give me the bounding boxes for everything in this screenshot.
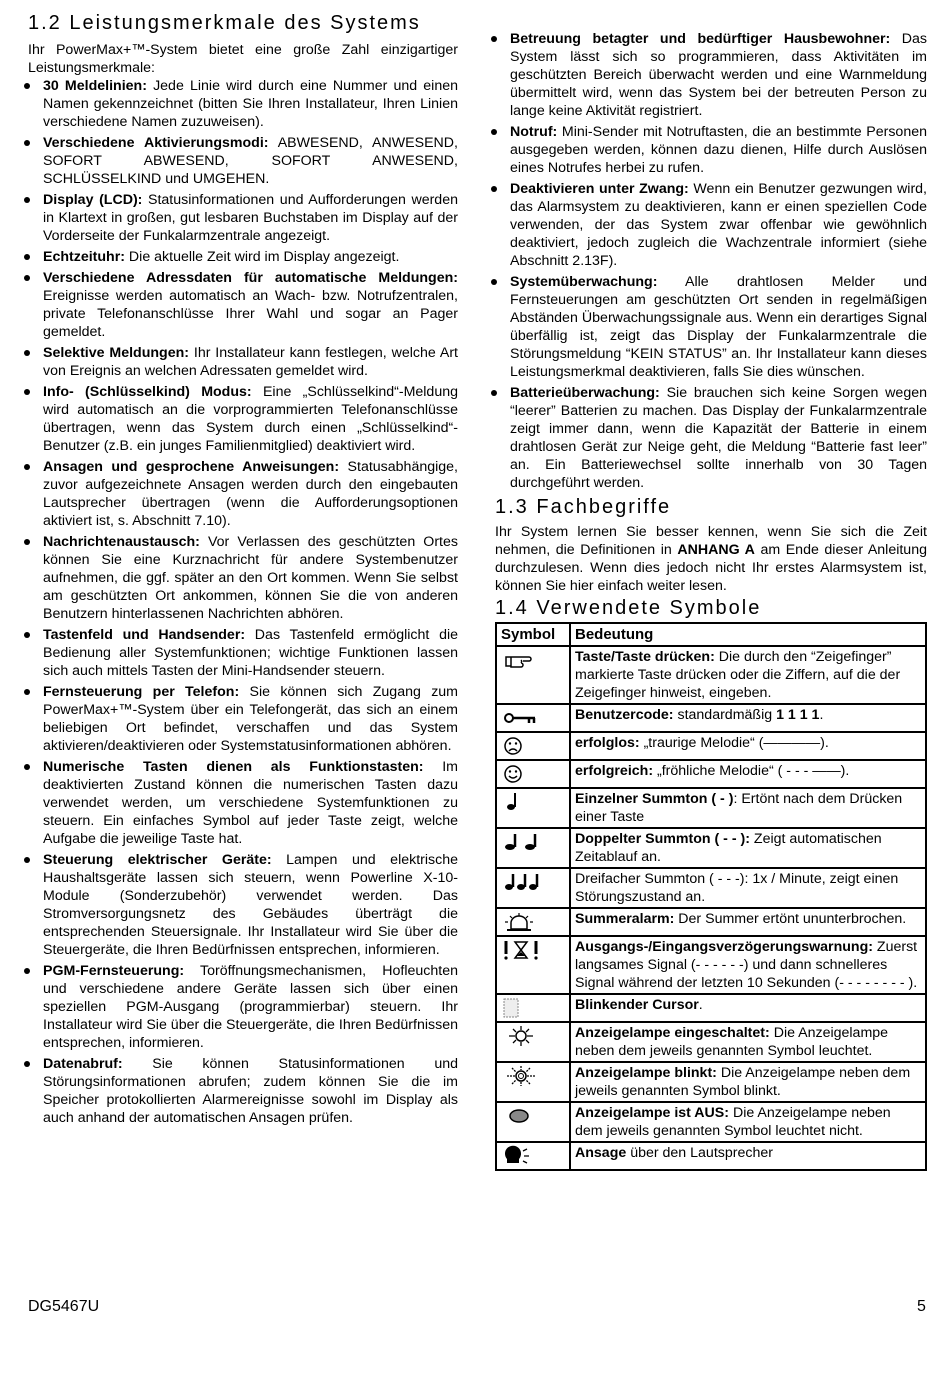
feature-text: Die aktuelle Zeit wird im Display angezeigt. (124, 249, 400, 265)
meaning-cell (570, 1022, 926, 1062)
feature-text: Jede Linie wird durch eine Nummer und einen Namen gekennzeichnet (bitten Sie Ihren Installateur, Ihren Linien verschiedene Namen zuzuweisen). (43, 78, 459, 130)
symbol-cell (496, 1142, 570, 1170)
feature-list-left (28, 77, 458, 1127)
symbol-cell (496, 936, 570, 994)
feature-text: Das System lässt sich so programmieren, dass Aktivitäten im geschützten Bereich überwacht werden und eine Warnmeldung übermittelt wird, wenn das System bei der betreuten Person zu lange keine Aktivität registriert. (510, 31, 928, 119)
symbol-row (496, 994, 926, 1022)
symbol-text: Der Summer ertönt ununterbrochen. (674, 911, 907, 927)
symbol-row (496, 936, 926, 994)
meaning-cell (570, 868, 926, 908)
feature-text: Das Tastenfeld ermöglicht die Bedienung aller Systemfunktionen; wichtige Funktionen lassen sich auch mittels Tasten der Mini-Handsender steuern. (43, 627, 459, 679)
lamp-blink-icon (501, 1065, 541, 1087)
default-code: 1 1 1 1 (776, 707, 820, 723)
feature-item (28, 344, 458, 380)
feature-text: Vor Verlassen des geschützten Ortes können Sie eine Kurznachricht für andere Systembenutzer aufnehmen, die ggf. später an den Ort kommen. Wenn Sie selbst am geschützten Ort ankommen, können Sie die von anderen Benutzern hinterlassenen Nachrichten abhören. (43, 534, 458, 622)
feature-item (28, 1055, 458, 1127)
meaning-cell (570, 936, 926, 994)
feature-item (28, 248, 458, 266)
feature-term: Display (LCD): (43, 192, 143, 208)
symbol-term: Anzeigelampe blinkt: (575, 1065, 717, 1081)
meaning-cell (570, 760, 926, 788)
feature-term: Deaktivieren unter Zwang: (510, 181, 689, 197)
section-1-3-text: Ihr System lernen Sie besser kennen, wenn Sie sich die Zeit nehmen, die Definitionen in ANHANG A am Ende dieser Anleitung durchzulesen. Wenn dies jedoch nicht Ihr erstes Alarmsystem ist, können Sie hier einfach weiter lesen. (495, 524, 927, 594)
right-column (495, 0, 927, 1171)
meaning-cell (570, 908, 926, 936)
feature-text: Sie können sich Zugang zum PowerMax+™-System über ein Telefongerät, das sich an einem beliebigen Ort befindet, verschaffen und das System aktivieren/deaktivieren oder Systemstatusinformationen abhören. (43, 684, 458, 754)
feature-item (28, 269, 458, 341)
symbol-text: „traurige Melodie“ (————). (639, 735, 829, 751)
symbol-text: Die Anzeigelampe neben dem jeweils genannten Symbol leuchtet. (575, 1025, 889, 1059)
symbol-row (496, 646, 926, 704)
symbol-row (496, 760, 926, 788)
single-note-icon (501, 791, 541, 813)
feature-item (28, 962, 458, 1052)
feature-term: Steuerung elektrischer Geräte: (43, 852, 272, 868)
symbol-text: : Ertönt nach dem Drücken einer Taste (575, 791, 903, 825)
section-1-4-title: 1.4 Verwendete Symbole (495, 597, 762, 619)
feature-text: Lampen und elektrische Haushaltsgeräte lassen sich steuern, wenn Powerline X-10-Module (Sonderzubehör) verwendet werden. Das Stromversorgungsnetz des Gebäudes überträgt die entsprechenden Steuersignale. Ihr Installateur wird Sie über die Steuergeräte, die Ihren Bedürfnissen entsprechen, informieren. (43, 852, 458, 958)
meaning-cell (570, 1142, 926, 1170)
feature-term: Datenabruf: (43, 1056, 123, 1072)
blinking-cursor-icon (501, 997, 541, 1019)
feature-term: Batterieüberwachung: (510, 385, 660, 401)
feature-text: Eine „Schlüsselkind“-Meldung wird automatisch an die vorprogrammierten Telefonanschlüsse übertragen, wenn das System durch einen „Schlüsselkind“-Benutzer (z.B. ein junges Familienmitglied) deaktiviert wird. (43, 384, 458, 454)
feature-term: Fernsteuerung per Telefon: (43, 684, 240, 700)
pointing-finger-icon (501, 649, 541, 671)
meaning-cell (570, 788, 926, 828)
feature-term: Systemüberwachung: (510, 274, 658, 290)
meaning-cell (570, 1062, 926, 1102)
feature-term: Nachrichtenaustausch: (43, 534, 200, 550)
feature-item (28, 458, 458, 530)
feature-term: Verschiedene Adressdaten für automatische Meldungen: (43, 270, 458, 286)
feature-text: Ihr Installateur kann festlegen, welche Art von Ereignis an welchen Adressaten gemeldet wird. (43, 345, 459, 379)
feature-item (28, 851, 458, 959)
symbol-cell (496, 828, 570, 868)
feature-text: Sie können Statusinformationen und Störungsinformationen abrufen; zudem können Sie die im Speicher protokollierten Alarmereignisse sowohl im Display als auch anhand der automatischen Ansagen prüfen. (43, 1056, 458, 1126)
symbol-row (496, 908, 926, 936)
symbol-row (496, 868, 926, 908)
feature-text: Statusabhängige, zuvor aufgezeichnete Ansagen werden durch den eingebauten Lautsprecher übertragen (wenn die Aufforderungsoptionen aktiviert ist, s. Abschnitt 7.10). (43, 459, 458, 529)
symbol-text: „fröhliche Melodie“ ( - - - ——). (653, 763, 850, 779)
feature-term: Tastenfeld und Handsender: (43, 627, 246, 643)
feature-text: Sie brauchen sich keine Sorgen wegen “leerer” Batterien zu machen. Das Display der Funkalarmzentrale zeigt immer dann, wenn die Kapazität der Batterie in einem drahtlosen Gerät zur Neige geht, die Meldung “Batterie fast leer” an. Ein Batteriewechsel sollte innerhalb von 30 Tagen durchgeführt werden. (510, 385, 927, 491)
feature-item (28, 134, 458, 188)
key-icon (501, 707, 541, 729)
triple-note-icon (501, 871, 541, 893)
lamp-on-icon (501, 1025, 541, 1047)
symbol-text: . (698, 997, 703, 1013)
left-column (28, 0, 458, 1130)
meaning-cell (570, 732, 926, 760)
feature-item (495, 273, 927, 381)
symbols-table (495, 622, 927, 1171)
feature-term: Verschiedene Aktivierungsmodi: (43, 135, 269, 151)
symbol-row (496, 704, 926, 732)
feature-term: Numerische Tasten dienen als Funktionstasten: (43, 759, 424, 775)
symbol-row (496, 828, 926, 868)
feature-item (28, 383, 458, 455)
feature-text: Toröffnungsmechanismen, Hofleuchten und verschiedene andere Geräte lassen sich über einen speziellen PGM-Ausgang (programmierbar) steuern. Ihr Installateur wird Sie über die Steuergeräte, die Ihren Bedürfnissen entsprechen, informieren. (43, 963, 458, 1051)
symbol-term: Ausgangs-/Eingangsverzögerungswarnung: (575, 939, 873, 955)
symbol-text: Zuerst langsames Signal (- - - - - -) und dann schnelleres Signal während der letzten 10 Sekunden (- - - - - - - - ). (575, 939, 918, 991)
symbol-term: erfolgreich: (575, 763, 654, 779)
feature-list-right (495, 30, 927, 492)
symbol-term: Anzeigelampe eingeschaltet: (575, 1025, 770, 1041)
symbol-row (496, 1062, 926, 1102)
sad-face-icon (501, 735, 541, 757)
symbol-term: Einzelner Summton ( - ) (575, 791, 734, 807)
page-number: 5 (917, 1298, 926, 1315)
symbol-cell (496, 868, 570, 908)
symbol-cell (496, 788, 570, 828)
feature-text: Alle drahtlosen Melder und Fernsteuerungen am geschützten Ort senden in regelmäßigen Abständen Überwachungssignale aus. Wenn ein derartiges Signal überfällig ist, zeigt das Display der Funkalarmzentrale die Störungsmeldung “KEIN STATUS” an. Ihr Installateur kann dieses Leistungsmerkmal deaktivieren, falls Sie dies wünschen. (510, 274, 927, 380)
feature-text: Mini-Sender mit Notruftasten, die an bestimmte Personen ausgegeben werden, können dazu dienen, Hilfe durch Auslösen eines Notrufes herbei zu rufen. (510, 124, 927, 176)
feature-item (495, 30, 927, 120)
feature-item (28, 533, 458, 623)
feature-item (28, 77, 458, 131)
document-code: DG5467U (28, 1298, 100, 1315)
symbols-table-header (496, 623, 926, 646)
symbol-cell (496, 908, 570, 936)
symbol-text: Die durch den “Zeigefinger” markierte Taste drücken oder die Ziffern, auf die der Zeigefinger hinweist, eingeben. (575, 649, 901, 701)
symbol-cell (496, 732, 570, 760)
section-1-2-title: 1.2 Leistungsmerkmale des Systems (28, 12, 421, 34)
symbol-cell (496, 646, 570, 704)
feature-term: Betreuung betagter und bedürftiger Hausbewohner: (510, 31, 891, 47)
speaker-voice-icon (501, 1145, 541, 1167)
header-meaning: Bedeutung (570, 623, 926, 646)
symbol-cell (496, 1102, 570, 1142)
feature-item (495, 123, 927, 177)
symbol-text: Die Anzeigelampe neben dem jeweils genannten Symbol leuchtet nicht. (575, 1105, 891, 1139)
symbol-term: Taste/Taste drücken: (575, 649, 715, 665)
symbol-term: Summeralarm: (575, 911, 675, 927)
symbol-text: über den Lautsprecher (626, 1145, 773, 1161)
section-1-2-intro: Ihr PowerMax+™-System bietet eine große Zahl einzigartiger Leistungsmerkmale: (28, 42, 458, 76)
feature-term: Notruf: (510, 124, 558, 140)
symbol-row (496, 732, 926, 760)
symbol-text: Zeigt automatischen Zeitablauf an. (575, 831, 882, 865)
feature-term: Info- (Schlüsselkind) Modus: (43, 384, 252, 400)
meaning-cell (570, 994, 926, 1022)
symbol-text-tail: . (819, 707, 824, 723)
symbol-text: Die Anzeigelampe neben dem jeweils genannten Symbol blinkt. (575, 1065, 911, 1099)
symbol-row (496, 788, 926, 828)
symbol-cell (496, 1062, 570, 1102)
feature-text: Im deaktivierten Zustand können die numerischen Tasten dazu verwendet werden, um verschiedene Systemfunktionen zu steuern. Ein einfaches Symbol auf jeder Taste zeigt, welche Aufgabe die jeweilige Taste hat. (43, 759, 458, 847)
lamp-off-icon (501, 1105, 541, 1127)
symbol-cell (496, 994, 570, 1022)
symbol-term: Anzeigelampe ist AUS: (575, 1105, 729, 1121)
section-1-3-title: 1.3 Fachbegriffe (495, 496, 672, 518)
feature-text: ABWESEND, ANWESEND, SOFORT ABWESEND, SOFORT ANWESEND, SCHLÜSSELKIND und UMGEHEN. (43, 135, 458, 187)
meaning-cell (570, 646, 926, 704)
happy-face-icon (501, 763, 541, 785)
meaning-cell (570, 1102, 926, 1142)
symbol-cell (496, 1022, 570, 1062)
feature-term: PGM-Fernsteuerung: (43, 963, 185, 979)
symbol-term: Blinkender Cursor (575, 997, 699, 1013)
feature-item (28, 683, 458, 755)
symbol-row (496, 1102, 926, 1142)
symbol-text: standardmäßig (673, 707, 777, 723)
feature-term: 30 Meldelinien: (43, 78, 147, 94)
feature-text: Wenn ein Benutzer gezwungen wird, das Alarmsystem zu deaktivieren, kann er einen speziellen Code verwenden, der das System zwar offenbar wie gewöhnlich deaktiviert, jedoch zugleich die Wachzentrale informiert (siehe Abschnitt 2.13F). (510, 181, 927, 269)
feature-term: Ansagen und gesprochene Anweisungen: (43, 459, 340, 475)
symbol-term: Benutzercode: (575, 707, 674, 723)
feature-term: Selektive Meldungen: (43, 345, 189, 361)
meaning-cell (570, 828, 926, 868)
symbol-cell (496, 760, 570, 788)
symbol-term: Ansage (575, 1145, 627, 1161)
feature-item (28, 191, 458, 245)
symbol-term: Doppelter Summton ( - - ): (575, 831, 750, 847)
meaning-cell (570, 704, 926, 732)
symbol-text: Dreifacher Summton ( - - -): 1x / Minute, zeigt einen Störungszustand an. (575, 871, 899, 905)
symbol-row (496, 1022, 926, 1062)
symbol-cell (496, 704, 570, 732)
feature-item (28, 758, 458, 848)
feature-item (28, 626, 458, 680)
symbol-row (496, 1142, 926, 1170)
siren-icon (501, 911, 541, 933)
feature-text: Ereignisse werden automatisch an Wach- bzw. Notrufzentralen, private Telefonanschlüsse Ihrer Wahl und sogar an Pager gemeldet. (43, 288, 458, 340)
feature-item (495, 384, 927, 492)
symbol-term: erfolglos: (575, 735, 640, 751)
feature-item (495, 180, 927, 270)
hourglass-warning-icon (501, 939, 541, 961)
double-note-icon (501, 831, 541, 853)
header-symbol: Symbol (496, 623, 570, 646)
feature-text: Statusinformationen und Aufforderungen werden in Klartext in großen, gut lesbaren Buchstaben im Display auf der Vorderseite der Funkalarmzentrale angezeigt. (43, 192, 458, 244)
feature-term: Echtzeituhr: (43, 249, 125, 265)
